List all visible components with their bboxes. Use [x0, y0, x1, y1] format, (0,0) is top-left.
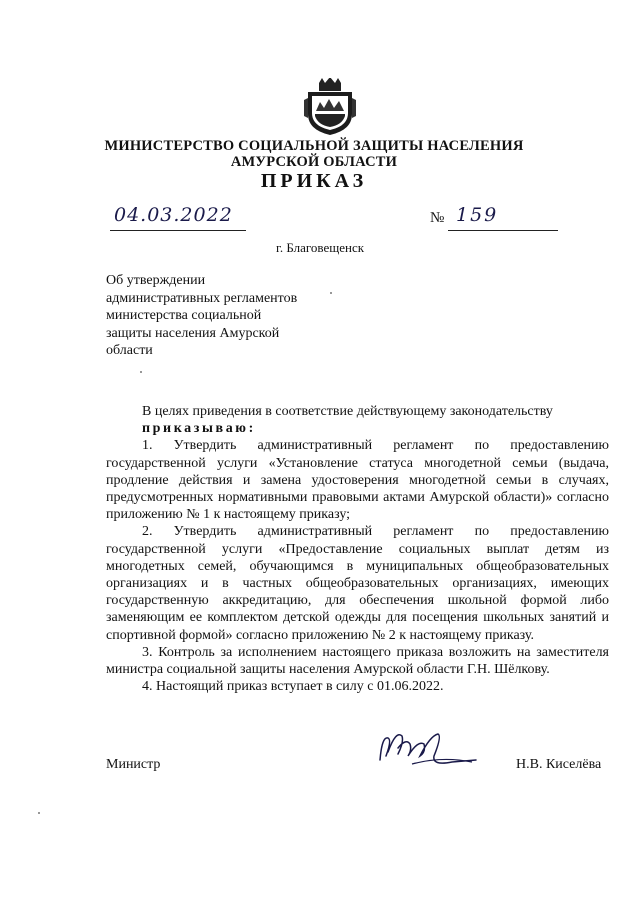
order-item-3: 3. Контроль за исполнением настоящего приказа возложить на заместителя министра социальной защиты населения Амурской области Г.Н. Шёлкову. — [106, 644, 609, 678]
scan-speck — [38, 812, 40, 814]
order-item-1: 1. Утвердить административный регламент по предоставлению государственной услуги «Установление статуса многодетной семьи (выдача, продление действия и замена удостоверения многодетной семьи в случаях, предусмотренных нормативными правовыми актами Амурской области)» согласно приложению № 1 к настоящему приказу; — [106, 438, 609, 523]
handwritten-signature — [372, 726, 482, 770]
order-body — [106, 403, 609, 695]
handwritten-order-number: 159 — [448, 204, 558, 231]
signatory-position: Министр — [106, 757, 161, 772]
coat-of-arms-icon — [302, 78, 358, 136]
scan-speck — [330, 292, 332, 294]
order-item-2: 2. Утвердить административный регламент по предоставлению государственной услуги «Предоставление социальных выплат детям из многодетных семей, обучающимся в муниципальных общеобразовательных организациях и в частных общеобразовательных организациях, имеющих государственную аккредитацию, для обеспечения школьной формой либо заменяющим ее комплектом детской одежды для посещения школьных занятий и спортивной формой» согласно приложению № 2 к настоящему приказу. — [106, 524, 609, 643]
order-item-4: 4. Настоящий приказ вступает в силу с 01.06.2022. — [142, 679, 444, 695]
scan-speck — [140, 371, 142, 373]
city-line: г. Благовещенск — [275, 240, 365, 255]
number-label: № — [430, 210, 445, 226]
ministry-name-line2: АМУРСКОЙ ОБЛАСТИ — [230, 154, 398, 170]
order-word: приказываю: — [142, 421, 256, 437]
intro-paragraph: В целях приведения в соответствие действующему законодательству — [142, 404, 553, 419]
signatory-name: Н.В. Киселёва — [516, 757, 602, 772]
handwritten-date: 04.03.2022 — [110, 204, 246, 231]
document-type-title: ПРИКАЗ — [260, 170, 368, 192]
order-subject: Об утверждении административных регламентов министерства социальной защиты населения Амурской области — [106, 273, 298, 358]
ministry-name-line1: МИНИСТЕРСТВО СОЦИАЛЬНОЙ ЗАЩИТЫ НАСЕЛЕНИЯ — [104, 138, 524, 154]
